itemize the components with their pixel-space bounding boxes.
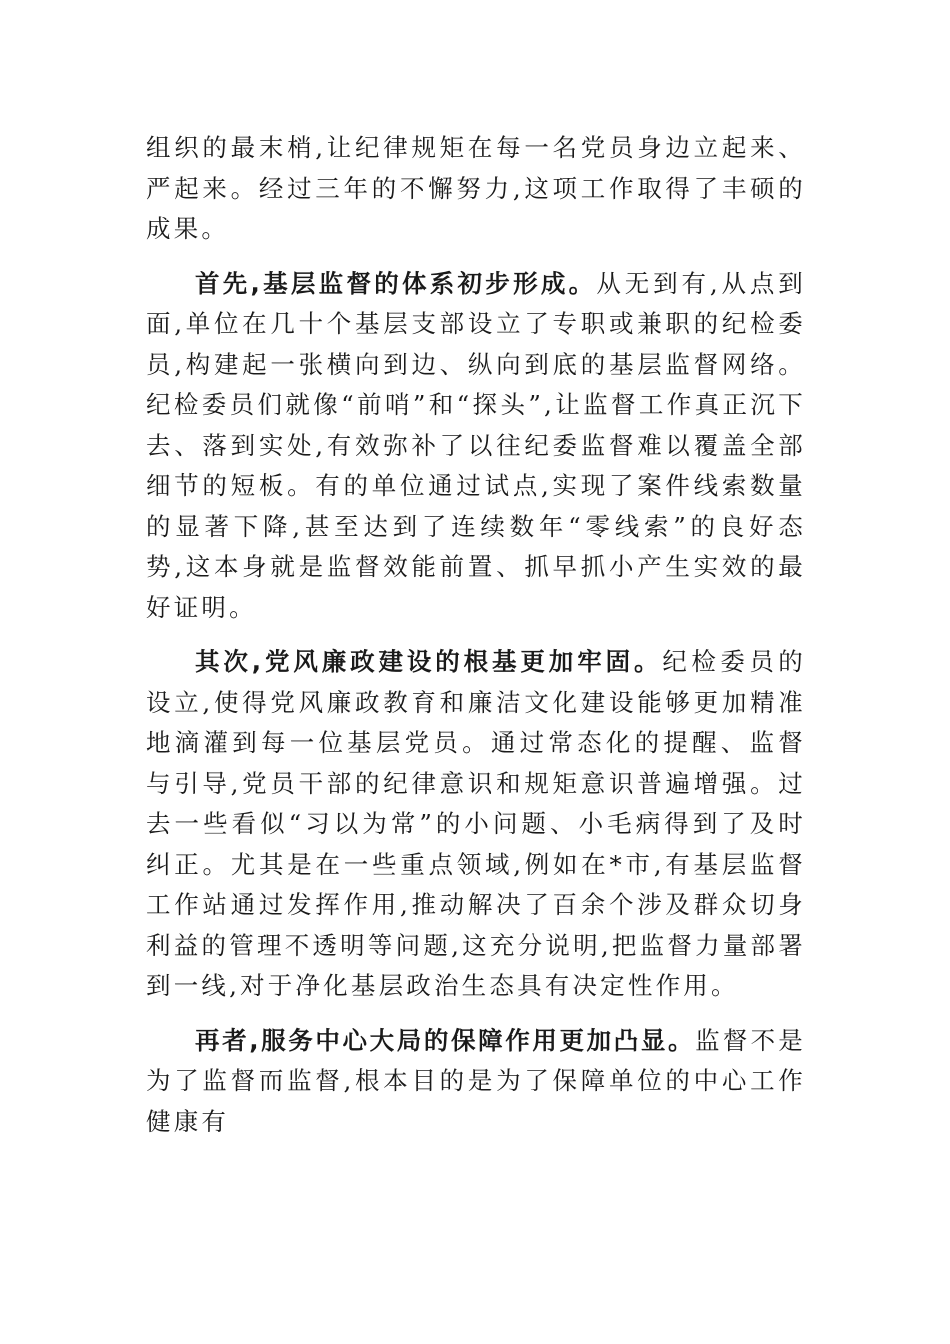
document-page [146,128,806,1156]
paragraph-text: 纪检委员的设立,使得党风廉政教育和廉洁文化建设能够更加精准地滴灌到每一位基层党员。通过常态化的提醒、监督与引导,党员干部的纪律意识和规矩意识普遍增强。过去一些看似“习以为常”的小问题、小毛病得到了及时纠正。尤其是在一些重点领域,例如在*市,有基层监督工作站通过发挥作用,推动解决了百余个涉及群众切身利益的管理不透明等问题,这充分说明,把监督力量部署到一线,对于净化基层政治生态具有决定性作用。 [146,647,806,1000]
paragraph-heading: 再者,服务中心大局的保障作用更加凸显。 [195,1025,696,1055]
paragraph-continuation [146,128,806,250]
paragraph-text: 监督不是为了监督而监督,根本目的是为了保障单位的中心工作健康有 [146,1025,806,1136]
paragraph-second-point [146,642,806,1007]
paragraph-heading: 其次,党风廉政建设的根基更加牢固。 [195,647,663,676]
paragraph-third-point [146,1021,806,1143]
paragraph-text: 组织的最末梢,让纪律规矩在每一名党员身边立起来、严起来。经过三年的不懈努力,这项工作取得了丰硕的成果。 [146,133,806,243]
paragraph-text: 从无到有,从点到面,单位在几十个基层支部设立了专职或兼职的纪检委员,构建起一张横向到边、纵向到底的基层监督网络。纪检委员们就像“前哨”和“探头”,让监督工作真正沉下去、落到实处,有效弥补了以往纪委监督难以覆盖全部细节的短板。有的单位通过试点,实现了案件线索数量的显著下降,甚至达到了连续数年“零线索”的良好态势,这本身就是监督效能前置、抓早抓小产生实效的最好证明。 [146,268,807,622]
paragraph-heading: 首先,基层监督的体系初步形成。 [195,268,597,298]
paragraph-first-point [146,264,806,629]
